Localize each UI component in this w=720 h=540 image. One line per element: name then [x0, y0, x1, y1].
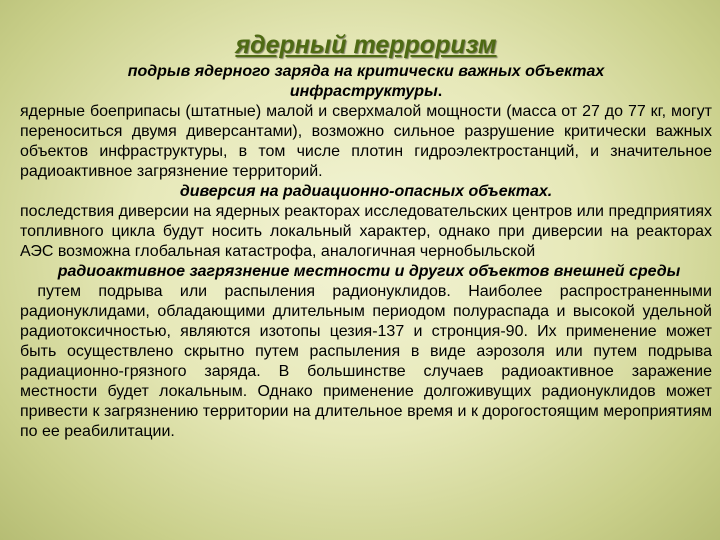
- section3-text: путем подрыва или распыления радионуклидов. Наиболее распространенными радионуклидами, обладающими длительным периодом полураспада и высокой удельной радиотоксичностью, являются изотопы цезия-137 и стронция-90. Их применение может быть осуществлено скрытно путем распыления в виде аэрозоля или путем подрыва радиационно-грязного заряда. В большинстве случаев радиоактивное заражение местности будет локальным. Однако применение долгоживущих радионуклидов может привести к загрязнению территории на длительное время и к дорогостоящим мероприятиям по ее реабилитации.: [20, 283, 717, 440]
- section1-heading-end: .: [437, 83, 443, 100]
- slide-title: ядерный терроризм: [235, 31, 497, 59]
- section1-text: ядерные боеприпасы (штатные) малой и сверхмалой мощности (масса от 27 до 77 кг, могут переноситься двумя диверсантами), возможно сильное разрушение критически важных объектов инфраструктуры, в том числе плотин гидроэлектростанций, и значительное радиоактивное загрязнение территорий.: [20, 103, 712, 180]
- section2-heading: диверсия на радиационно-опасных объектах.: [179, 183, 553, 200]
- section1-heading-text: подрыв ядерного заряда на критически важных объектах инфраструктуры: [127, 63, 605, 100]
- section1-heading: [20, 62, 712, 102]
- section2-text: последствия диверсии на ядерных реакторах исследовательских центров или предприятиях топливного цикла будут носить локальный характер, однако при диверсии на реакторах АЭС возможна глобальная катастрофа, аналогичная чернобыльской: [20, 203, 712, 260]
- section3-heading: радиоактивное загрязнение местности и других объектов внешней среды: [57, 263, 681, 280]
